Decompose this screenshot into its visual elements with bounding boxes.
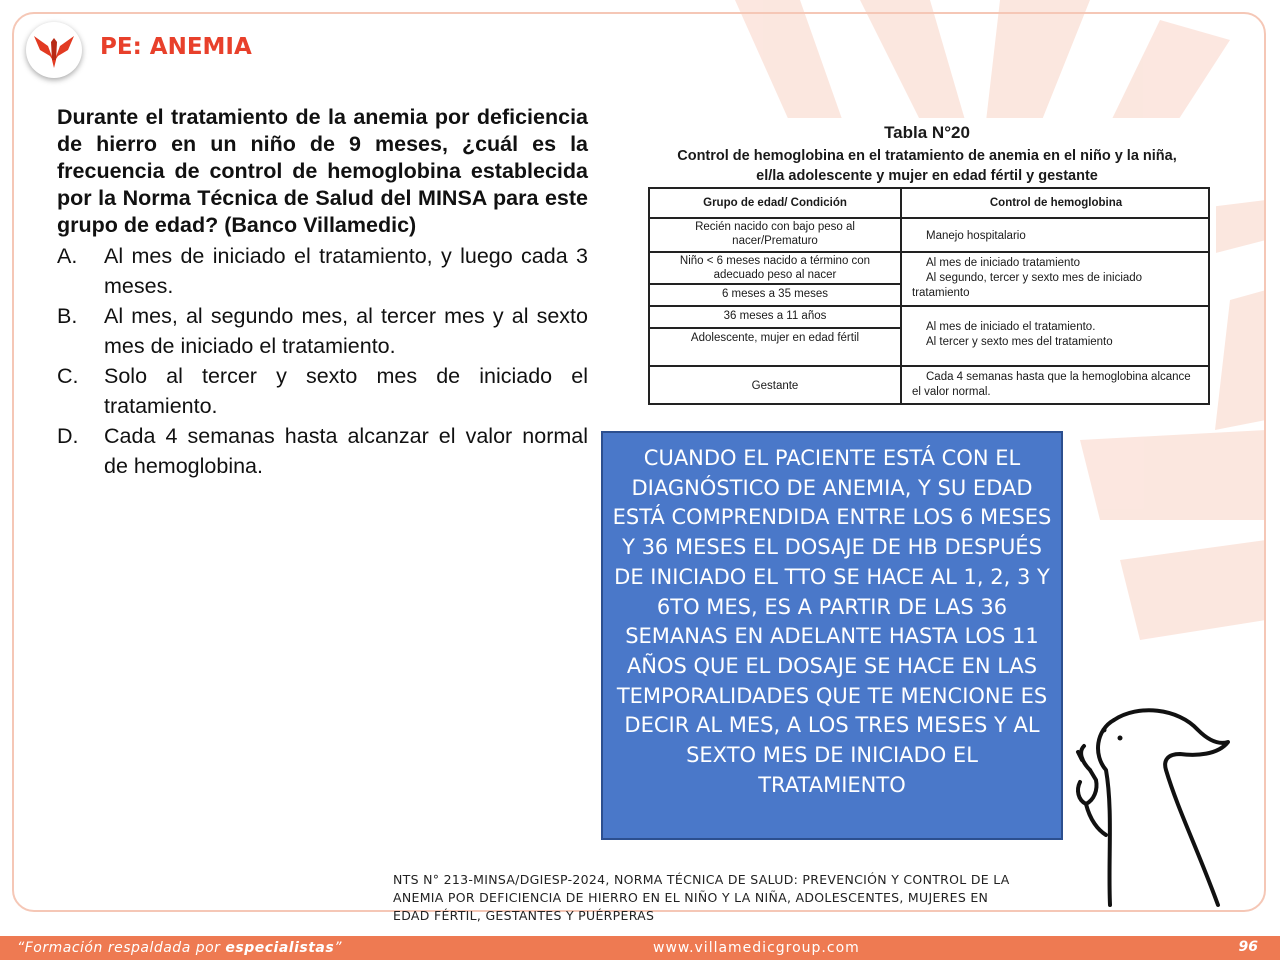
table-cell-group: Gestante [751, 380, 799, 392]
hemoglobin-control-table [638, 118, 1216, 410]
table-subtitle [638, 146, 1216, 186]
cell-line: Niño < 6 meses nacido a término con [679, 255, 871, 267]
cell-line: adecuado peso al nacer [713, 269, 837, 281]
table-grid [648, 187, 1210, 405]
table-cell-group [650, 254, 900, 282]
table-cell-group: Adolescente, mujer en edad fértil [690, 332, 860, 344]
option-letter: C. [57, 364, 79, 388]
option-text: Solo al tercer y sexto mes de iniciado el tratamiento. [104, 364, 588, 418]
question-stem: Durante el tratamiento de la anemia por deficiencia de hierro en un niño de 9 meses, ¿cuál es la frecuencia de control de hemoglobina establecida por la Norma Técnica de Salud del MINSA para este grupo de edad? (Banco Villamedic) [57, 105, 588, 237]
option-text: Cada 4 semanas hasta alcanzar el valor normal de hemoglobina. [104, 424, 588, 478]
footer-bar [0, 936, 1280, 960]
table-cell-group: 36 meses a 11 años [723, 310, 827, 322]
table-subtitle-line: el/la adolescente y mujer en edad fértil y gestante [756, 168, 1098, 184]
table-cell-group [650, 220, 900, 248]
thinking-character-icon [1068, 700, 1248, 910]
cell-line: nacer/Prematuro [732, 235, 818, 247]
footer-slogan [17, 940, 342, 956]
table-cell-group: 6 meses a 35 meses [721, 288, 829, 300]
reference-citation: NTS N° 213-MINSA/DGIESP-2024, NORMA TÉCNICA DE SALUD: PREVENCIÓN Y CONTROL DE LA ANEMIA POR DEFICIENCIA DE HIERRO EN EL NIÑO Y LA NIÑA, ADOLESCENTES, MUJERES EN EDAD FÉRTIL, GESTANTES Y PUÉRPERAS [393, 872, 1010, 923]
phoenix-logo [26, 22, 82, 78]
cell-line: Cada 4 semanas hasta que la hemoglobina alcance [926, 371, 1191, 383]
cell-line: Al tercer y sexto mes del tratamiento [926, 336, 1113, 348]
cell-line: Al mes de iniciado tratamiento [926, 257, 1081, 269]
slogan-text: ” [334, 940, 342, 956]
cell-line: Al mes de iniciado el tratamiento. [926, 321, 1096, 333]
cell-line: el valor normal. [912, 386, 991, 398]
option-letter: B. [57, 304, 78, 328]
table-header-control: Control de hemoglobina [989, 197, 1123, 209]
option-d[interactable] [57, 421, 588, 481]
table-cell-control [926, 320, 1206, 350]
question-block [57, 104, 588, 481]
table-subtitle-line: Control de hemoglobina en el tratamiento de anemia en el niño y la niña, [677, 148, 1177, 164]
option-b[interactable] [57, 301, 588, 361]
cell-line: Al segundo, tercer y sexto mes de iniciado [926, 272, 1143, 284]
footer-url[interactable]: www.villamedicgroup.com [653, 940, 860, 956]
option-c[interactable] [57, 361, 588, 421]
explanation-callout: CUANDO EL PACIENTE ESTÁ CON EL DIAGNÓSTICO DE ANEMIA, Y SU EDAD ESTÁ COMPRENDIDA ENTRE LOS 6 MESES Y 36 MESES EL DOSAJE DE HB DESPUÉS DE INICIADO EL TTO SE HACE AL 1, 2, 3 Y 6TO MES, ES A PARTIR DE LAS 36 SEMANAS EN ADELANTE HASTA LOS 11 AÑOS QUE EL DOSAJE SE HACE EN LAS TEMPORALIDADES QUE TE MENCIONE ES DECIR AL MES, A LOS TRES MESES Y AL SEXTO MES DE INICIADO EL TRATAMIENTO [601, 431, 1063, 840]
option-letter: A. [57, 244, 78, 268]
table-cell-control: Manejo hospitalario [926, 230, 1026, 242]
table-title: Tabla N°20 [884, 123, 970, 142]
slogan-text: “Formación respaldada por [17, 940, 226, 956]
option-a[interactable] [57, 241, 588, 301]
table-cell-control [912, 256, 1208, 301]
slogan-bold: especialistas [225, 940, 335, 956]
cell-line: Recién nacido con bajo peso al [695, 221, 855, 233]
table-header-group: Grupo de edad/ Condición [703, 197, 847, 209]
phoenix-icon [26, 22, 82, 78]
cell-line: tratamiento [912, 287, 970, 299]
option-text: Al mes de iniciado el tratamiento, y luego cada 3 meses. [104, 244, 588, 298]
option-letter: D. [57, 424, 79, 448]
table-cell-control [912, 370, 1208, 400]
page-title: PE: ANEMIA [100, 34, 252, 60]
page-number: 96 [1238, 939, 1258, 955]
option-text: Al mes, al segundo mes, al tercer mes y al sexto mes de iniciado el tratamiento. [104, 304, 588, 358]
